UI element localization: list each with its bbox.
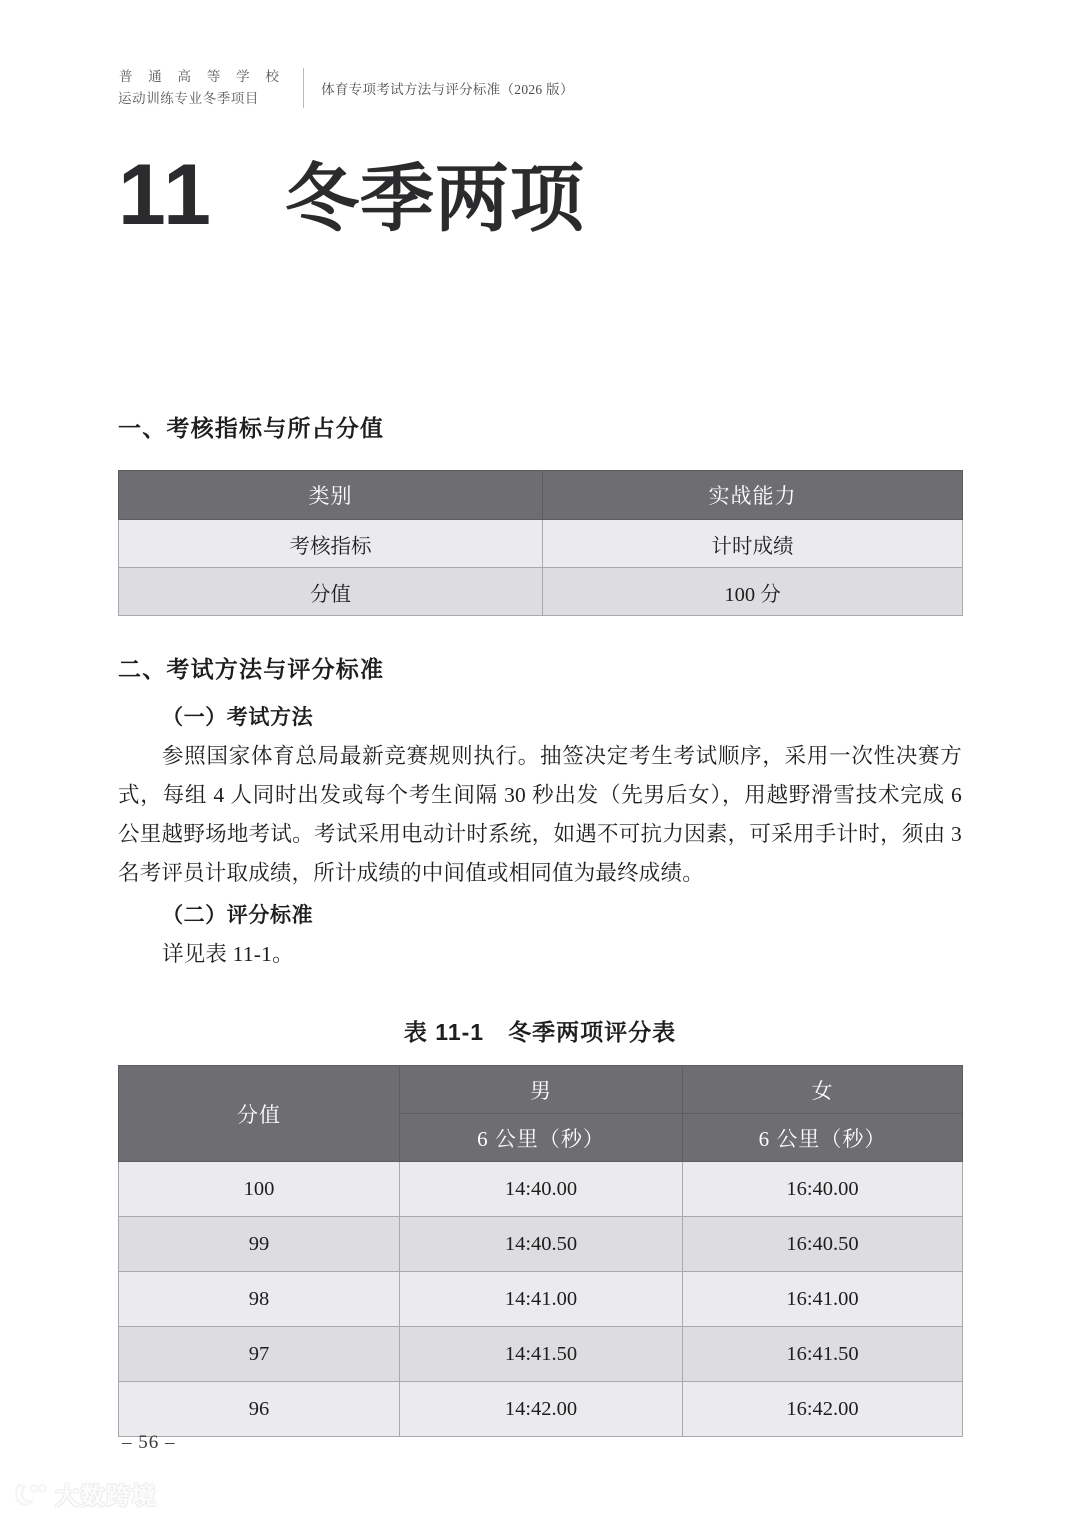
page-title — [118, 147, 585, 243]
indicator-cell-metric-value: 计时成绩 — [543, 520, 963, 568]
scoring-table-caption: 表 11-1 冬季两项评分表 — [403, 1019, 677, 1045]
indicator-cell-score-label: 分值 — [119, 568, 543, 616]
indicator-cell-metric-label: 考核指标 — [119, 520, 543, 568]
section-heading-one: 一、考核指标与所占分值 — [118, 416, 385, 441]
table-row — [119, 1327, 963, 1382]
indicator-header-category: 类别 — [119, 471, 543, 520]
scoring-cell-male: 14:40.50 — [400, 1217, 683, 1272]
scoring-cell-score: 98 — [119, 1272, 400, 1327]
page-number: – 56 – — [122, 1432, 176, 1453]
running-head-line-1: 普 通 高 等 学 校 — [119, 69, 286, 85]
section-heading-two: 二、考试方法与评分标准 — [118, 657, 385, 682]
table-row — [119, 568, 963, 616]
scoring-cell-score: 97 — [119, 1327, 400, 1382]
table-header-row — [119, 1066, 963, 1114]
scoring-cell-male: 14:40.00 — [400, 1162, 683, 1217]
running-head-line-2: 运动训练专业冬季项目 — [118, 91, 259, 106]
scoring-subheader-female: 6 公里（秒） — [683, 1114, 963, 1162]
indicator-table — [118, 470, 963, 616]
subsection-heading-criteria: （二）评分标准 — [162, 903, 314, 927]
scoring-cell-score: 96 — [119, 1382, 400, 1437]
scoring-header-male: 男 — [400, 1066, 683, 1114]
table-row — [119, 1382, 963, 1437]
chapter-name: 冬季两项 — [284, 157, 585, 240]
scoring-cell-male: 14:41.00 — [400, 1272, 683, 1327]
scoring-cell-female: 16:41.00 — [683, 1272, 963, 1327]
subsection-heading-method: （一）考试方法 — [162, 705, 314, 729]
scoring-cell-score: 100 — [119, 1162, 400, 1217]
watermark-text: 大数跨境 — [55, 1483, 157, 1510]
brand-logo-icon — [14, 1481, 48, 1507]
table-row — [119, 1162, 963, 1217]
scoring-header-female: 女 — [683, 1066, 963, 1114]
scoring-cell-female: 16:40.00 — [683, 1162, 963, 1217]
indicator-cell-score-value: 100 分 — [543, 568, 963, 616]
table-row — [119, 1272, 963, 1327]
scoring-header-score: 分值 — [119, 1066, 400, 1162]
table-row — [119, 1217, 963, 1272]
scoring-cell-female: 16:41.50 — [683, 1327, 963, 1382]
scoring-table — [118, 1065, 963, 1437]
method-paragraph: 参照国家体育总局最新竞赛规则执行。抽签决定考生考试顺序，采用一次性决赛方式，每组 4 人同时出发或每个考生间隔 30 秒出发（先男后女），用越野滑雪技术完成 6 公里越野场地考试。考试采用电动计时系统，如遇不可抗力因素，可采用手计时，须由 3 名考评员计取成绩，所计成绩的中间值或相同值为最终成绩。 — [118, 744, 962, 885]
running-head-left — [118, 66, 285, 110]
scoring-cell-male: 14:41.50 — [400, 1327, 683, 1382]
chapter-number: 11 — [118, 147, 213, 243]
indicator-header-ability: 实战能力 — [543, 471, 963, 520]
running-head-right: 体育专项考试方法与评分标准（2026 版） — [321, 82, 574, 97]
scoring-cell-score: 99 — [119, 1217, 400, 1272]
body-content — [118, 410, 962, 1437]
watermark — [14, 1476, 157, 1511]
scoring-cell-male: 14:42.00 — [400, 1382, 683, 1437]
table-row — [119, 520, 963, 568]
scoring-cell-female: 16:40.50 — [683, 1217, 963, 1272]
running-head-divider — [303, 68, 304, 108]
scoring-subheader-male: 6 公里（秒） — [400, 1114, 683, 1162]
table-row — [119, 471, 963, 520]
scoring-cell-female: 16:42.00 — [683, 1382, 963, 1437]
criteria-paragraph: 详见表 11-1。 — [162, 942, 294, 966]
running-head — [118, 62, 574, 114]
